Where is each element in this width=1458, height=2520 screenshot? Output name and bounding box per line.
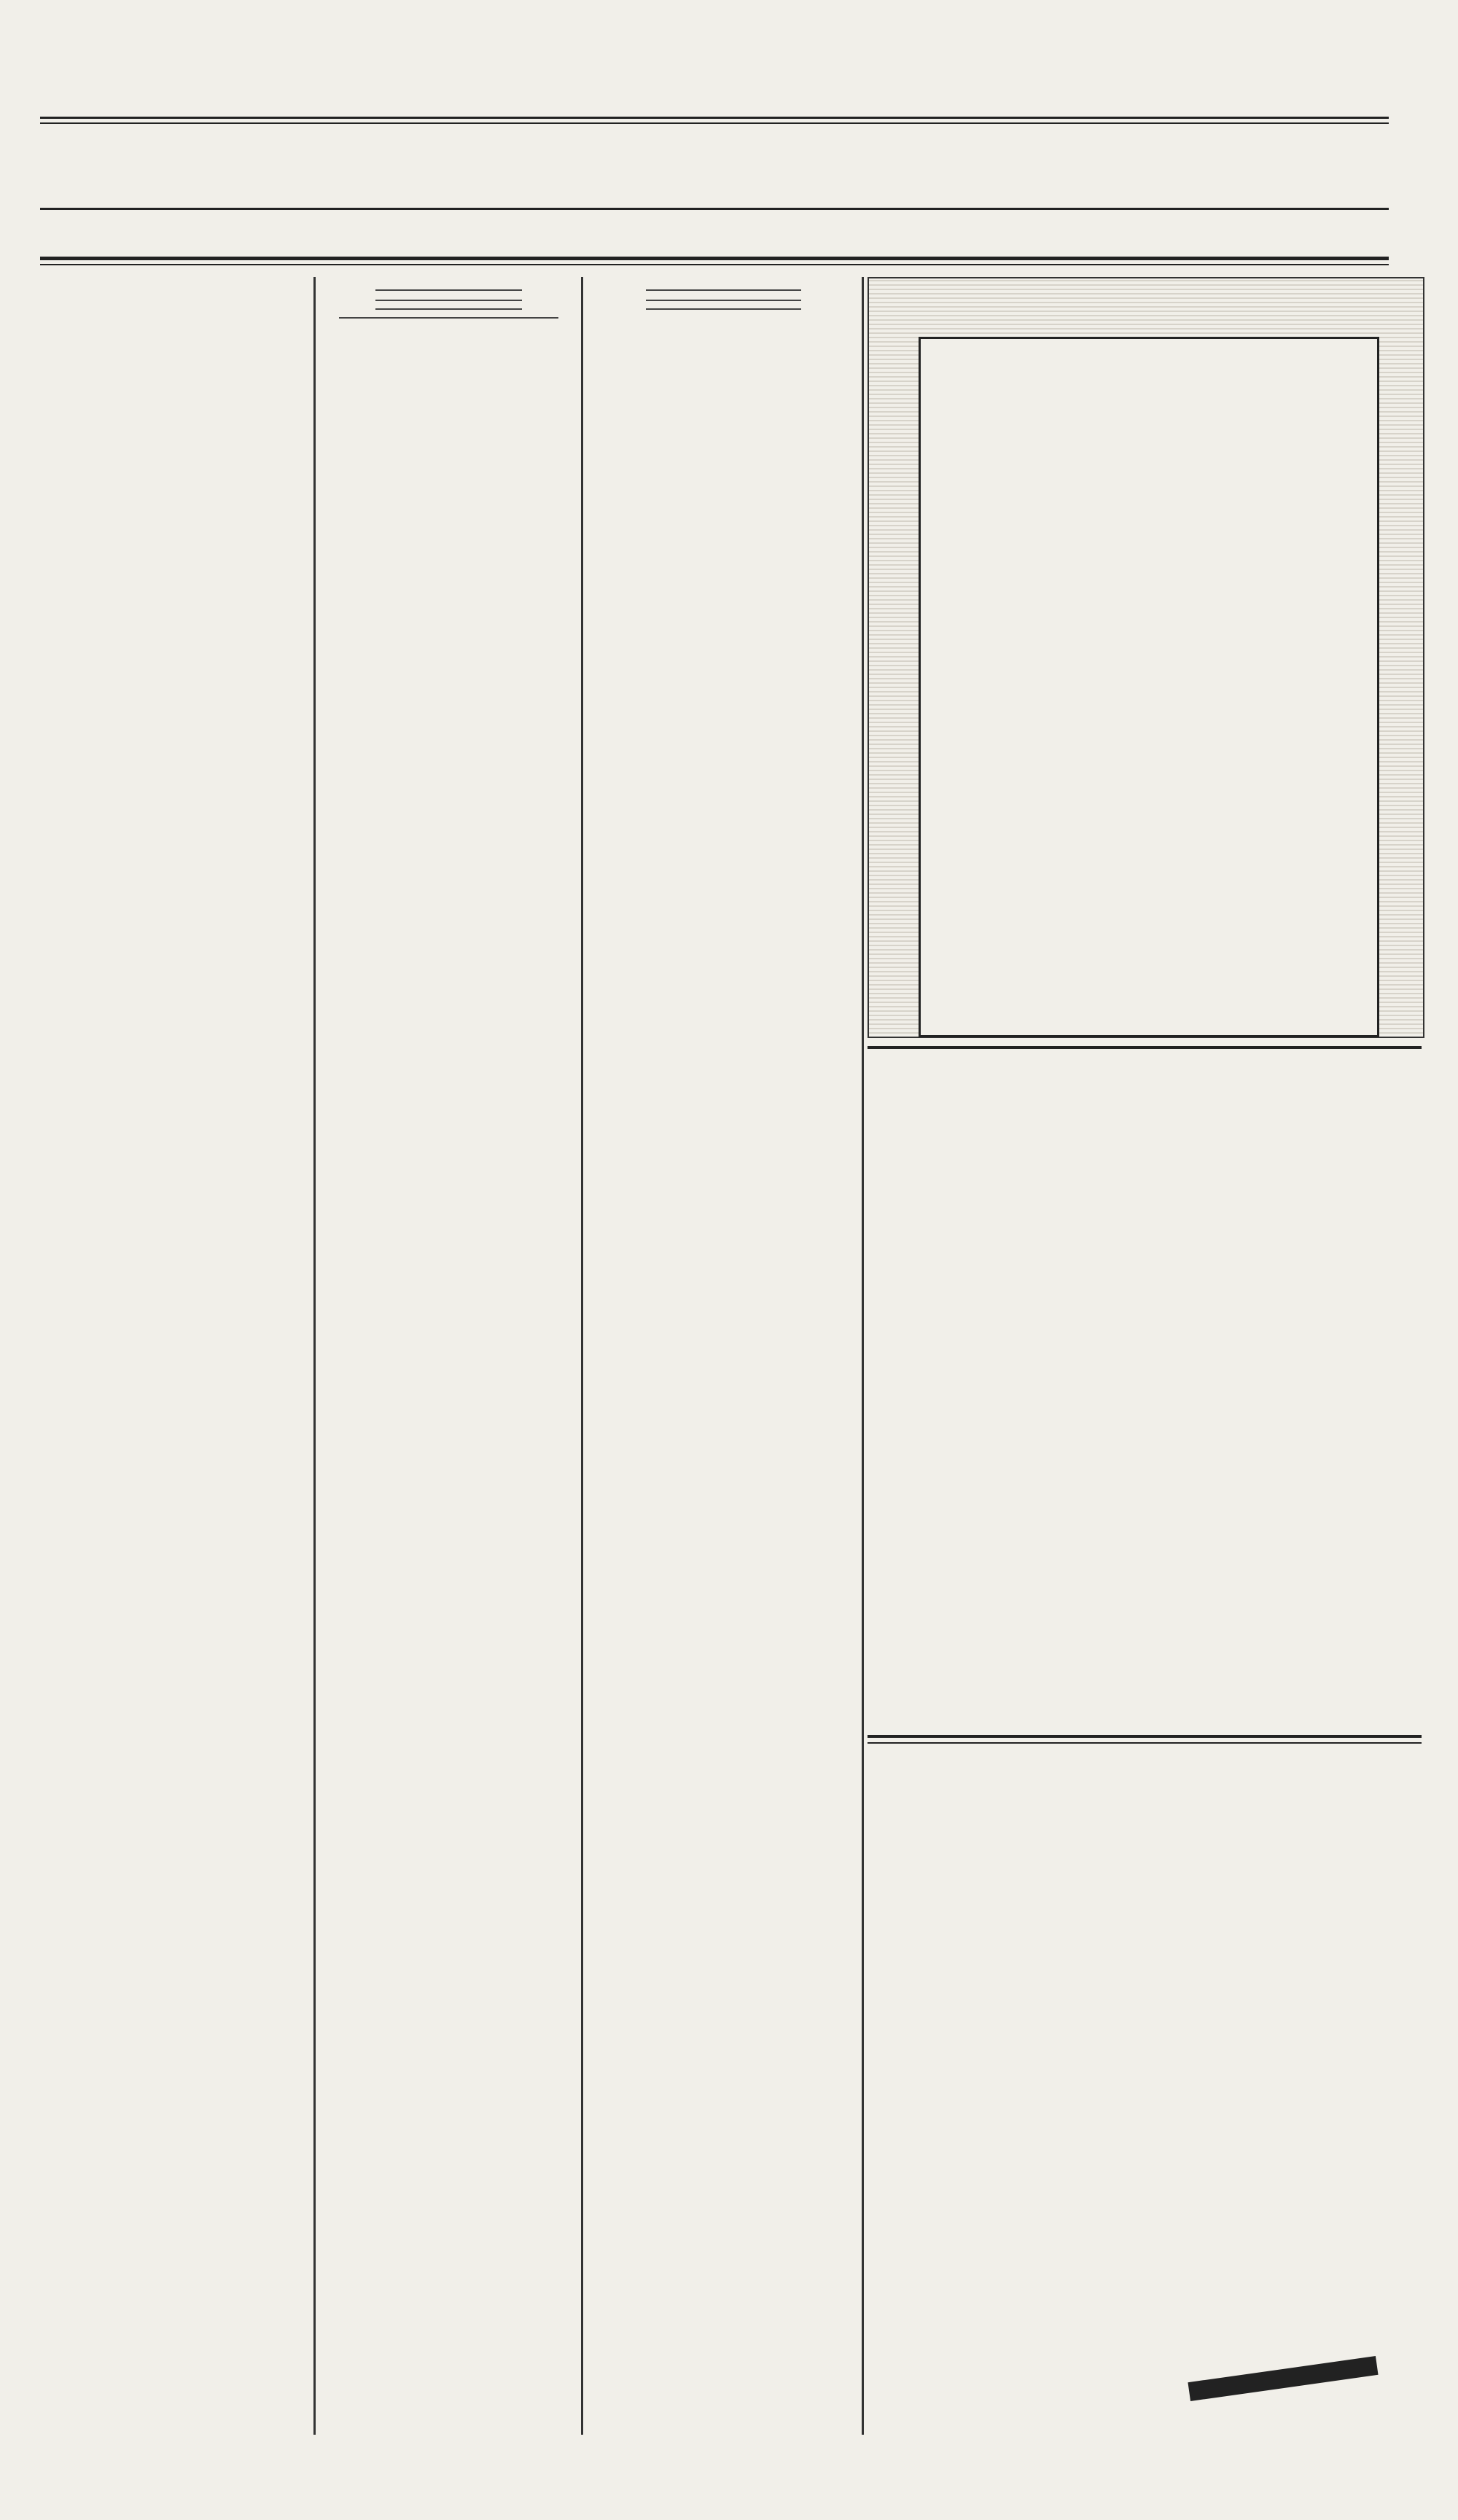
section-separator [339,317,559,319]
column-rule [313,277,316,2435]
ad-rule [868,1735,1422,1738]
column-rule [862,277,864,2435]
shirts-border-right [1375,278,1424,1037]
column-2 [327,281,571,326]
section-separator [375,289,522,291]
masthead-rule [40,208,1389,210]
ad-rule [868,1046,1422,1049]
column-rule [581,277,583,2435]
section-separator [646,289,801,291]
section-separator [375,308,522,310]
column-3 [594,281,853,317]
section-separator [375,300,522,301]
masthead-rule [40,264,1389,265]
advertisements-column [868,277,1422,2464]
shirt-ad-inner [919,337,1379,1037]
shirt-king-ad [868,277,1424,1038]
ad-rule [868,1742,1422,1744]
section-separator [646,300,801,301]
shirts-border-left [869,278,919,1037]
shirts-border-top [920,278,1372,337]
section-separator [646,308,801,310]
masthead-rule [40,122,1389,124]
masthead-rule [40,117,1389,119]
masthead-rule [40,257,1389,260]
